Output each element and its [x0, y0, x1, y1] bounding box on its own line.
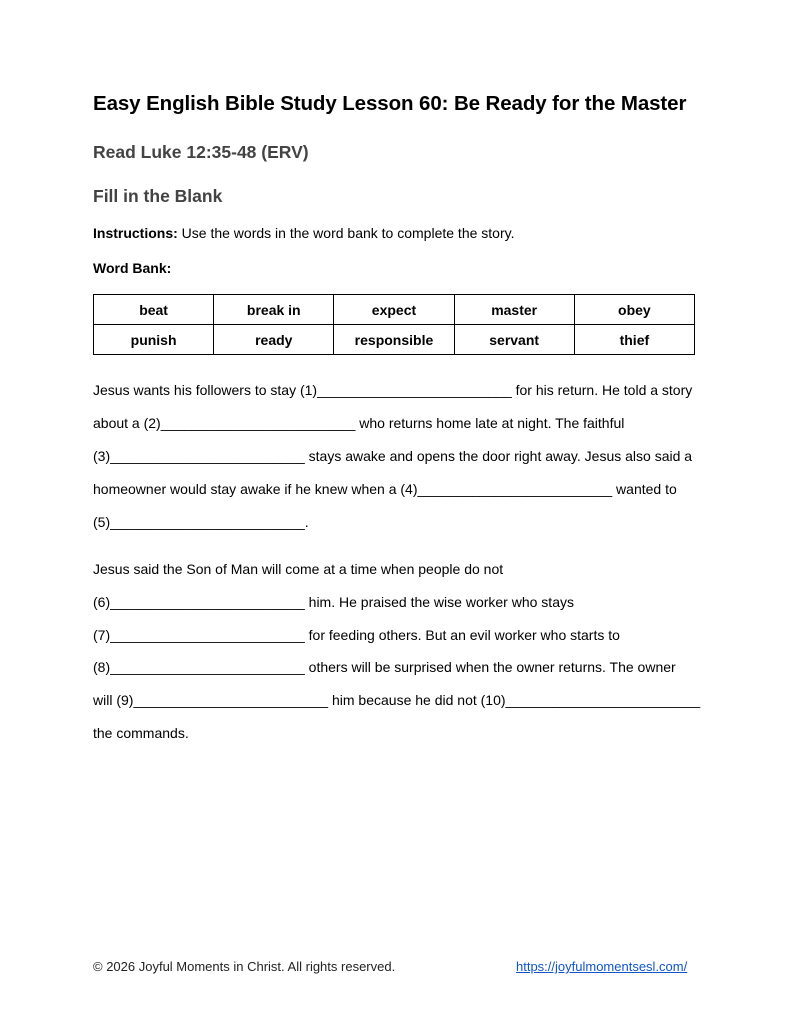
- story-line: (6)_________________________ him. He praised the wise worker who stays: [93, 594, 574, 610]
- word-bank-cell: responsible: [334, 325, 454, 355]
- page-title: Easy English Bible Study Lesson 60: Be Ready for the Master: [93, 92, 687, 115]
- footer-link[interactable]: https://joyfulmomentsesl.com/: [516, 959, 688, 974]
- instructions-text: Use the words in the word bank to complete the story.: [177, 225, 515, 241]
- story-line: the commands.: [93, 725, 189, 741]
- word-bank-cell: beat: [94, 295, 214, 325]
- word-bank-row: [94, 295, 695, 325]
- word-bank-cell: ready: [214, 325, 334, 355]
- word-bank-cell: master: [454, 295, 574, 325]
- story-line: about a (2)_________________________ who returns home late at night. The faithful: [93, 415, 625, 431]
- story-line: will (9)_________________________ him because he did not (10)_________________________: [93, 692, 701, 708]
- story-line: (5)_________________________.: [93, 514, 309, 530]
- footer-copyright: © 2026 Joyful Moments in Christ. All rights reserved.: [93, 959, 396, 974]
- story-line: (3)_________________________ stays awake and opens the door right away. Jesus also said a: [93, 448, 693, 464]
- instructions-label: Instructions:: [93, 225, 178, 241]
- word-bank-row: [94, 325, 695, 355]
- word-bank-label: Word Bank:: [93, 260, 172, 276]
- word-bank-cell: servant: [454, 325, 574, 355]
- word-bank-cell: expect: [334, 295, 454, 325]
- story-line: Jesus wants his followers to stay (1)_________________________ for his return. He told a story: [93, 382, 693, 398]
- word-bank-cell: obey: [574, 295, 694, 325]
- word-bank-cell: break in: [214, 295, 334, 325]
- instructions: [93, 225, 514, 241]
- fill-heading: Fill in the Blank: [93, 186, 223, 206]
- read-heading: Read Luke 12:35-48 (ERV): [93, 142, 309, 162]
- word-bank-cell: thief: [574, 325, 694, 355]
- story-line: (7)_________________________ for feeding others. But an evil worker who starts to: [93, 627, 620, 643]
- word-bank-table: [93, 294, 695, 355]
- story-line: homeowner would stay awake if he knew when a (4)_________________________ wanted to: [93, 481, 677, 497]
- story-line: Jesus said the Son of Man will come at a time when people do not: [93, 561, 504, 577]
- story-line: (8)_________________________ others will be surprised when the owner returns. The owner: [93, 659, 676, 675]
- word-bank-cell: punish: [94, 325, 214, 355]
